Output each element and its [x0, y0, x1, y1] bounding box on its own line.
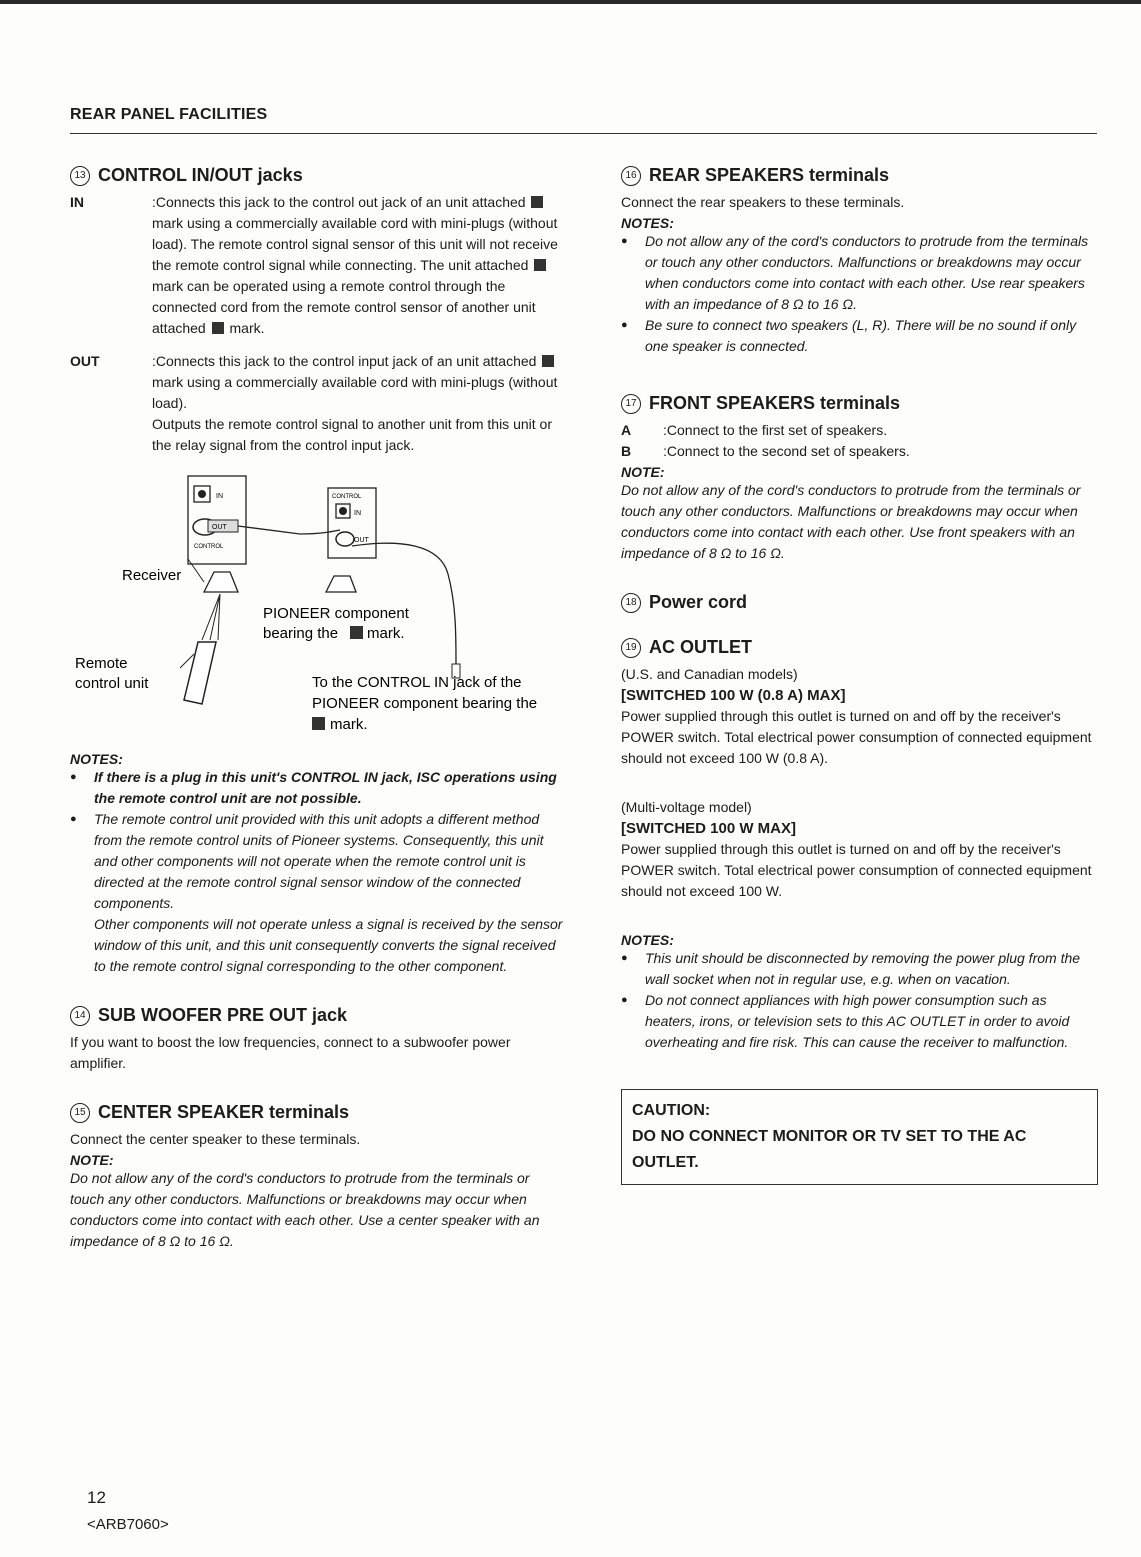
- section-number: 13: [70, 166, 90, 186]
- us-models-heading: [SWITCHED 100 W (0.8 A) MAX]: [621, 687, 846, 704]
- sr-mark-icon: [534, 259, 546, 271]
- a-text: :Connect to the first set of speakers.: [663, 422, 888, 438]
- notes-list: [70, 767, 565, 977]
- section-14-text: If you want to boost the low frequencies, connect to a subwoofer power amplifier.: [70, 1034, 511, 1071]
- remote-control-icon: [184, 642, 216, 704]
- left-column: [70, 165, 565, 1252]
- us-models-text: Power supplied through this outlet is turned on and off by the receiver's POWER switch. Total electrical power consumption of connected equipment should not exceed 100 W (0.8 A).: [621, 708, 1092, 766]
- connection-diagram: [70, 474, 565, 749]
- section-title-text: CENTER SPEAKER terminals: [98, 1102, 350, 1122]
- out-label: OUT: [212, 524, 227, 531]
- note-item: ● Do not connect appliances with high power consumption such as heaters, irons, or television sets to this AC OUTLET in order to avoid overheating and fire risk. This can cause the receiver to malfunction.: [621, 990, 1099, 1053]
- section-number: 16: [621, 166, 641, 186]
- out-label-2: OUT: [354, 537, 369, 544]
- remote-label-1: Remote: [75, 655, 128, 672]
- section-19-title: [621, 637, 1099, 658]
- page-title: REAR PANEL FACILITIES: [70, 106, 268, 123]
- pioneer-label-1: PIONEER component: [263, 605, 409, 622]
- section-15-note: Do not allow any of the cord's conductors to protrude from the terminals or touch any other conductors. Malfunctions or breakdowns may occur when conductors come into contact with each other. Use a center speaker with an impedance of 8 Ω to 16 Ω.: [70, 1170, 540, 1249]
- in-text-4: mark.: [229, 320, 265, 336]
- multi-voltage-text: Power supplied through this outlet is turned on and off by the receiver's POWER switch. Total electrical power consumption of connected equipment should not exceed 100 W.: [621, 841, 1092, 899]
- section-15-title: [70, 1102, 565, 1123]
- note-item: ● Be sure to connect two speakers (L, R). There will be no sound if only one speaker is connected.: [621, 315, 1099, 357]
- notes-heading: NOTES:: [621, 932, 674, 948]
- section-13-title: [70, 165, 565, 186]
- section-title-text: REAR SPEAKERS terminals: [649, 165, 890, 185]
- section-title-text: AC OUTLET: [649, 637, 752, 657]
- sr-mark-icon: [531, 196, 543, 208]
- in-text-2: mark using a commercially available cord with mini-plugs (without load). The remote control signal sensor of this unit will not receive the remote control signal while connecting. The unit attached: [152, 215, 558, 273]
- right-column: [621, 165, 1099, 1185]
- section-number: 18: [621, 593, 641, 613]
- b-definition: [621, 441, 1099, 462]
- note-item: ● This unit should be disconnected by removing the power plug from the wall socket when not in regular use, e.g. when on vacation.: [621, 948, 1099, 990]
- receiver-sensor-icon: [204, 572, 238, 592]
- section-17-title: [621, 393, 1099, 414]
- section-number: 14: [70, 1006, 90, 1026]
- page-number: 12: [87, 1488, 106, 1507]
- section-number: 17: [621, 394, 641, 414]
- note-heading: NOTE:: [621, 464, 665, 480]
- receiver-label: Receiver: [122, 567, 182, 584]
- section-number: 19: [621, 638, 641, 658]
- in-key: IN: [70, 194, 84, 210]
- notes-list: [621, 231, 1099, 357]
- caution-text: DO NO CONNECT MONITOR OR TV SET TO THE AC OUTLET.: [632, 1128, 1027, 1171]
- to-label-1: To the CONTROL IN jack of the: [312, 674, 522, 691]
- to-label-3: mark.: [330, 716, 368, 733]
- note-item: ● Do not allow any of the cord's conductors to protrude from the terminals or touch any other conductors. Malfunctions or breakdowns may occur when conductors come into contact with each other. Use rear speakers with an impedance of 8 Ω to 16 Ω.: [621, 231, 1099, 315]
- in-definition: [70, 192, 565, 339]
- out-key: OUT: [70, 353, 100, 369]
- in-label: IN: [216, 493, 223, 500]
- in-label-2: IN: [354, 510, 361, 517]
- out-text-2: mark using a commercially available cord with mini-plugs (without load).: [152, 374, 558, 411]
- a-key: A: [621, 422, 632, 438]
- sr-mark-icon: [542, 355, 554, 367]
- section-15-text: Connect the center speaker to these terminals.: [70, 1131, 361, 1147]
- control-label: CONTROL: [194, 544, 224, 550]
- notes-list: [621, 948, 1099, 1053]
- b-key: B: [621, 443, 632, 459]
- multi-voltage-label: (Multi-voltage model): [621, 799, 752, 815]
- document-code: <ARB7060>: [87, 1516, 169, 1533]
- note-text: The remote control unit provided with this unit adopts a different method from the remote control units of Pioneer systems. Consequently, this unit and other components will not operate when the remote control unit is directed at the remote control signal sensor window of the connected components.: [94, 811, 544, 911]
- note-item: ● If there is a plug in this unit's CONTROL IN jack, ISC operations using the remote control unit are not possible.: [70, 767, 565, 809]
- note-heading: NOTE:: [70, 1152, 114, 1168]
- header-rule: [70, 133, 1097, 134]
- out-text: [152, 351, 565, 456]
- connection-diagram-svg: [70, 474, 565, 749]
- pioneer-label-2: bearing the: [263, 625, 339, 642]
- notes-heading: NOTES:: [70, 751, 123, 767]
- out-text-3: Outputs the remote control signal to another unit from this unit or the relay signal from the control input jack.: [152, 416, 552, 453]
- note-text: Other components will not operate unless a signal is received by the sensor window of this unit, and this unit consequently converts the signal received to the remote control signal corresponding to the other component.: [94, 916, 563, 974]
- out-definition: [70, 351, 565, 456]
- caution-heading: CAUTION:: [632, 1102, 711, 1119]
- pioneer-label-3: mark.: [367, 625, 405, 642]
- in-text: [152, 192, 565, 339]
- caution-box: [621, 1089, 1098, 1185]
- section-title-text: CONTROL IN/OUT jacks: [98, 165, 303, 185]
- in-text-1: :Connects this jack to the control out jack of an unit attached: [152, 194, 526, 210]
- notes-heading: NOTES:: [621, 215, 674, 231]
- section-number: 15: [70, 1103, 90, 1123]
- section-title-text: FRONT SPEAKERS terminals: [649, 393, 901, 413]
- control-label-2: CONTROL: [332, 494, 362, 500]
- remote-label-2: control unit: [75, 675, 149, 692]
- section-14-title: [70, 1005, 565, 1026]
- component-sensor-icon: [326, 576, 356, 592]
- a-definition: [621, 420, 1099, 441]
- scan-edge-line: [0, 0, 1141, 4]
- section-16-title: [621, 165, 1099, 186]
- in-text-3: mark can be operated using a remote control through the connected cord from the remote control sensor of another unit attached: [152, 278, 536, 336]
- multi-voltage-heading: [SWITCHED 100 W MAX]: [621, 820, 797, 837]
- us-models-label: (U.S. and Canadian models): [621, 666, 798, 682]
- section-title-text: SUB WOOFER PRE OUT jack: [98, 1005, 348, 1025]
- to-label-2: PIONEER component bearing the: [312, 695, 538, 712]
- section-16-text: Connect the rear speakers to these terminals.: [621, 194, 905, 210]
- note-item: [70, 809, 565, 977]
- section-17-note: Do not allow any of the cord's conductors to protrude from the terminals or touch any other conductors. Malfunctions or breakdowns may occur when conductors come into contact with each other. Use front speakers with an impedance of 8 Ω to 16 Ω.: [621, 482, 1081, 561]
- sr-mark-icon: [212, 322, 224, 334]
- b-text: :Connect to the second set of speakers.: [663, 443, 910, 459]
- section-18-title: [621, 592, 1099, 613]
- out-text-1: :Connects this jack to the control input jack of an unit attached: [152, 353, 537, 369]
- out-jack-icon: [336, 532, 354, 546]
- section-title-text: Power cord: [649, 592, 748, 612]
